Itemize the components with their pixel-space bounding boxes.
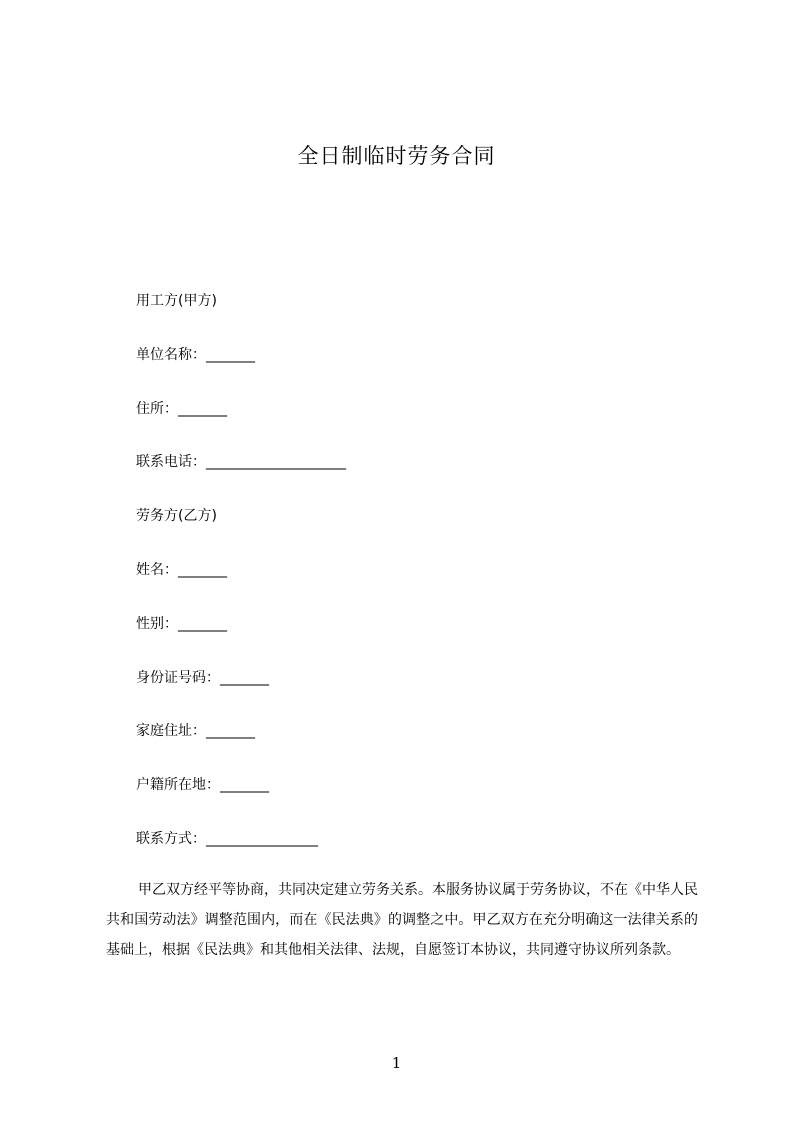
page-number: 1 <box>391 1054 402 1072</box>
field-phone: 联系电话：____________________ <box>136 454 346 471</box>
section-heading-party-b: 劳务方(乙方) <box>136 508 217 525</box>
party-fields <box>136 288 346 880</box>
field-household-registration: 户籍所在地：_______ <box>136 777 269 794</box>
field-address: 住所：_______ <box>136 400 227 417</box>
contract-preamble: 甲乙双方经平等协商，共同决定建立劳务关系。本服务协议属于劳务协议，不在《中华人民共和国劳动法》调整范围内，而在《民法典》的调整之中。甲乙双方在充分明确这一法律关系的基础上，根据《民法典》和其他相关法律、法规，自愿签订本协议，共同遵守协议所列条款。 <box>106 882 698 958</box>
field-company-name: 单位名称：_______ <box>136 346 255 363</box>
document-title: 全日制临时劳务合同 <box>297 144 496 168</box>
section-heading-party-a: 用工方(甲方) <box>136 293 217 309</box>
field-name: 姓名：_______ <box>136 561 227 578</box>
field-home-address: 家庭住址：_______ <box>136 723 255 740</box>
field-id-number: 身份证号码：_______ <box>136 669 269 686</box>
field-gender: 性别：_______ <box>136 615 227 632</box>
field-contact: 联系方式：________________ <box>136 830 318 847</box>
